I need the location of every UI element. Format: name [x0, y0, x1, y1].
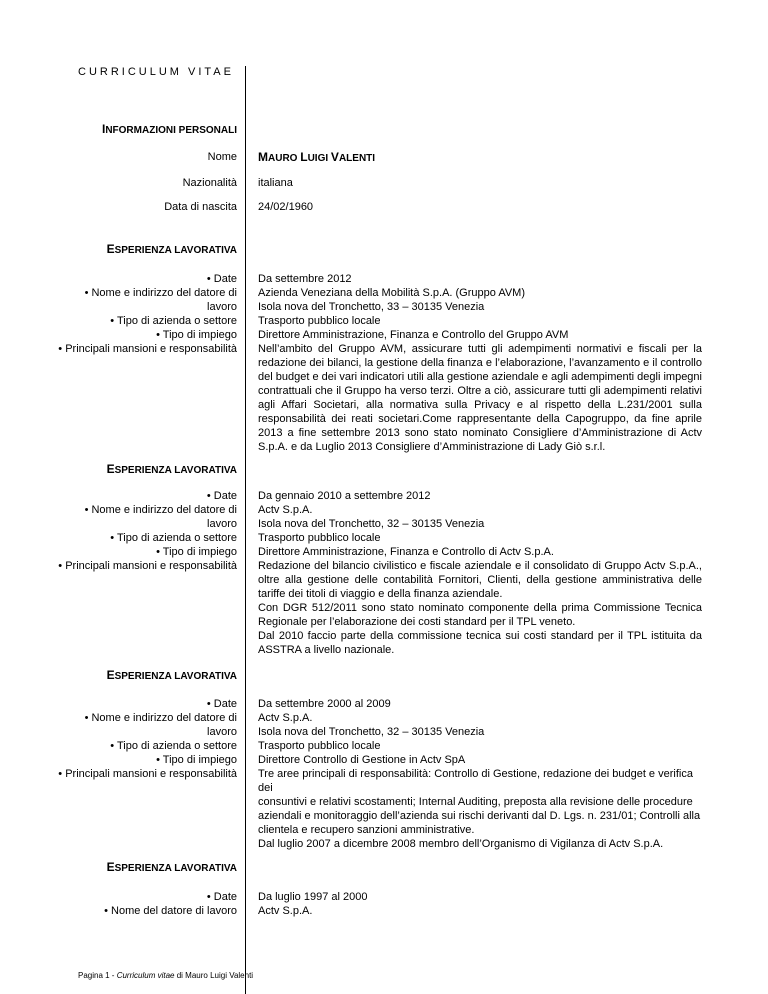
labels-block — [22, 890, 237, 918]
label-date: • Date — [206, 891, 237, 903]
exp-role: Direttore Amministrazione, Finanza e Controllo del Gruppo AVM — [258, 329, 569, 341]
labels-block — [22, 697, 237, 781]
section-heading-experience: ESPERIENZA LAVORATIVA — [106, 668, 237, 682]
label-sector: • Tipo di azienda o settore — [110, 315, 237, 327]
exp-sector: Trasporto pubblico locale — [258, 740, 381, 752]
label-employer-cont: lavoro — [207, 518, 237, 530]
labels-block — [22, 489, 237, 573]
label-date: • Date — [206, 490, 237, 502]
exp-duties: Nell’ambito del Gruppo AVM, assicurare tutti gli adempimenti normativi e fiscali per la redazione dei bilanci, la gestione della finanza e l’elaborazione, l’avanzamento e il controllo del budget e dei vari indicatori utili alla gestione aziendale e agli adempimenti degli impegni contrattuali che il Gruppo ha verso terzi. Oltre a ciò, assicurare tutti gli adempimenti relativi agli Affari Societari, alla normativa sulla Privacy e al rispetto della L.231/2001 sulla responsabilità dei reati societari.Come rappresentante della Capogruppo, da fine aprile 2013 a fine settembre 2013 sono stato nominato Consigliere d’Amministrazione di Actv S.p.A. e da Luglio 2013 Consigliere d’Amministrazione di Lady Giò s.r.l. — [258, 343, 702, 453]
label-sector: • Tipo di azienda o settore — [110, 740, 237, 752]
section-heading-personal: INFORMAZIONI PERSONALI — [101, 122, 237, 136]
label-employer: • Nome e indirizzo del datore di — [84, 712, 237, 724]
label-employer-cont: lavoro — [207, 301, 237, 313]
exp-role: Direttore Amministrazione, Finanza e Controllo di Actv S.p.A. — [258, 546, 554, 558]
label-job-type: • Tipo di impiego — [156, 329, 237, 341]
column-divider — [245, 66, 246, 994]
label-sector: • Tipo di azienda o settore — [110, 532, 237, 544]
exp-date: Da gennaio 2010 a settembre 2012 — [258, 490, 431, 502]
experience-entry — [258, 489, 702, 657]
exp-employer: Actv S.p.A. — [258, 712, 313, 724]
exp-date: Da settembre 2000 al 2009 — [258, 698, 391, 710]
label-duties: • Principali mansioni e responsabilità — [58, 343, 237, 355]
exp-sector: Trasporto pubblico locale — [258, 315, 381, 327]
exp-duties: Redazione del bilancio civilistico e fiscale aziendale e il consolidato di Gruppo Actv S.p.A., oltre alla gestione delle contabilità Fornitori, Clienti, della gestione amministrativa delle tariffe dei titoli di viaggio e della finanza aziendale. — [258, 560, 702, 600]
exp-duties-line: aziendali e monitoraggio dell’azienda sui rischi derivanti dal D. Lgs. n. 231/01; Controlli alla — [258, 810, 701, 822]
exp-role: Direttore Controllo di Gestione in Actv SpA — [258, 754, 466, 766]
label-employer: • Nome e indirizzo del datore di — [84, 287, 237, 299]
exp-employer: Actv S.p.A. — [258, 905, 313, 917]
label-employer: • Nome e indirizzo del datore di — [84, 504, 237, 516]
label-duties: • Principali mansioni e responsabilità — [58, 768, 237, 780]
exp-duties-3: Dal 2010 faccio parte della commissione tecnica sui costi standard per il TPL istituita da ASSTRA a livello nazionale. — [258, 630, 702, 656]
exp-duties-line: Tre aree principali di responsabilità: Controllo di Gestione, redazione dei budget e verifica dei — [258, 768, 693, 794]
birth-label: Data di nascita — [164, 201, 237, 213]
exp-employer: Actv S.p.A. — [258, 504, 313, 516]
exp-address: Isola nova del Tronchetto, 32 – 30135 Venezia — [258, 726, 485, 738]
label-job-type: • Tipo di impiego — [156, 546, 237, 558]
exp-duties-line: Dal luglio 2007 a dicembre 2008 membro dell’Organismo di Vigilanza di Actv S.p.A. — [258, 838, 664, 850]
label-employer: • Nome del datore di lavoro — [104, 905, 237, 917]
exp-date: Da luglio 1997 al 2000 — [258, 891, 368, 903]
exp-sector: Trasporto pubblico locale — [258, 532, 381, 544]
exp-date: Da settembre 2012 — [258, 273, 352, 285]
exp-duties-line: clientela e recupero sanzioni amministrative. — [258, 824, 475, 836]
birth-value: 24/02/1960 — [258, 201, 314, 213]
page-footer: Pagina 1 - Curriculum vitae di Mauro Luigi Valenti — [78, 971, 254, 980]
experience-entry — [258, 890, 702, 918]
exp-address: Isola nova del Tronchetto, 32 – 30135 Venezia — [258, 518, 485, 530]
exp-employer: Azienda Veneziana della Mobilità S.p.A. (Gruppo AVM) — [258, 287, 526, 299]
exp-address: Isola nova del Tronchetto, 33 – 30135 Venezia — [258, 301, 485, 313]
labels-block — [22, 272, 237, 356]
section-heading-experience: ESPERIENZA LAVORATIVA — [106, 860, 237, 874]
exp-duties-line: consuntivi e relativi scostamenti; Internal Auditing, preposta alla revisione delle procedure — [258, 796, 693, 808]
label-date: • Date — [206, 698, 237, 710]
person-name: MAURO LUIGI VALENTI — [258, 150, 376, 164]
label-job-type: • Tipo di impiego — [156, 754, 237, 766]
nationality-label: Nazionalità — [182, 177, 237, 189]
cv-title: CURRICULUM VITAE — [78, 66, 234, 78]
section-heading-experience: ESPERIENZA LAVORATIVA — [106, 462, 237, 476]
name-label: Nome — [207, 151, 237, 163]
label-duties: • Principali mansioni e responsabilità — [58, 560, 237, 572]
section-heading-experience: ESPERIENZA LAVORATIVA — [106, 242, 237, 256]
experience-entry — [258, 697, 702, 851]
label-employer-cont: lavoro — [207, 726, 237, 738]
label-date: • Date — [206, 273, 237, 285]
exp-duties-2: Con DGR 512/2011 sono stato nominato componente della prima Commissione Tecnica Regionale per l’elaborazione dei costi standard per il TPL veneto. — [258, 602, 702, 628]
experience-entry — [258, 272, 702, 454]
nationality-value: italiana — [258, 177, 293, 189]
